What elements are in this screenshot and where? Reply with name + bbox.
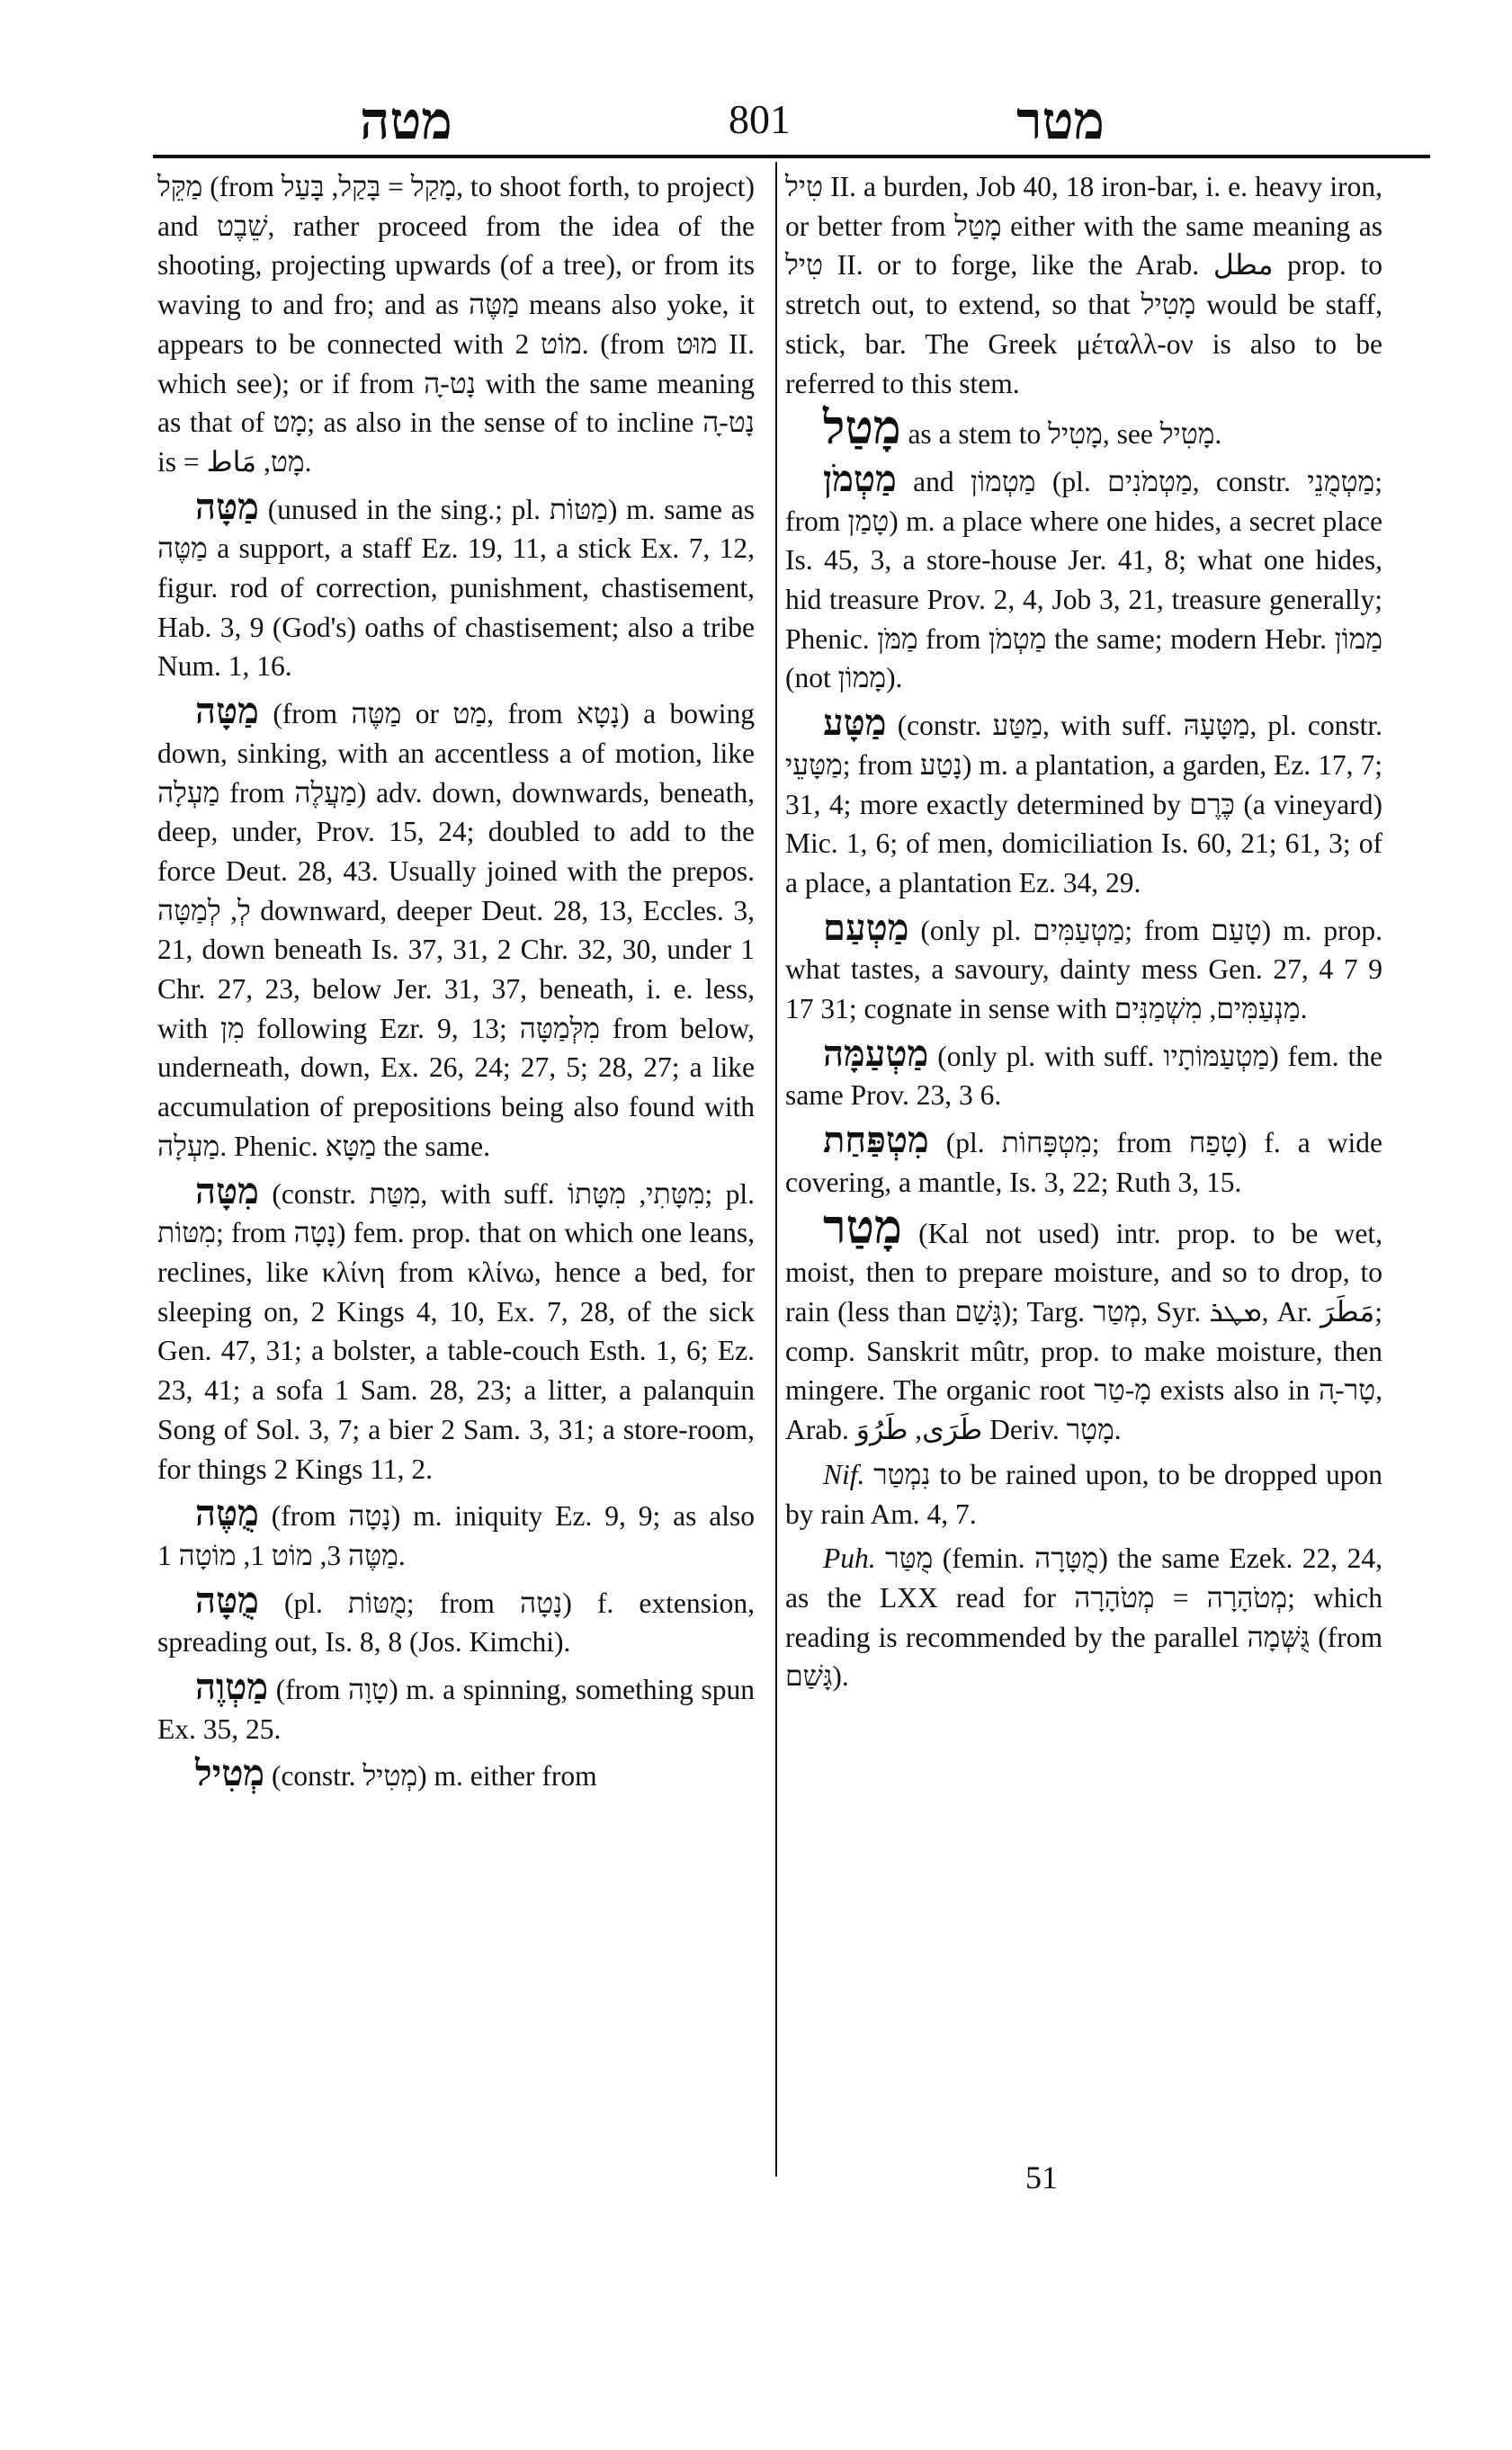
entry-text: טִיל II. a burden, Job 40, 18 iron-bar, i. e. heavy iron, or better from מָטַל either with the same meaning as טִיל II. or to forge, like the Arab. مطل prop. to stretch out, to extend, so that מָטִיל would be staff, stick, bar. The Greek μέταλλ-ον is also to be referred to this stem.	[785, 171, 1383, 399]
header-right-headword: מטר	[1016, 90, 1105, 151]
dictionary-entry	[157, 167, 755, 482]
entry-text: (Kal not used) intr. prop. to be wet, moist, then to prepare moisture, and so to drop, to rain (less than גָּשַׁם); Targ. מְטַר, Syr. ܡܛܪ, Ar. مَطَرَ; comp. Sanskrit mûtr, prop. to make moisture, then mingere. The organic root מָ-טַר exists also in טָר-ָה, Arab. طَرَى, طَرُوَ Deriv. מָטָר.	[785, 1217, 1383, 1446]
entry-text: (from נָטָה) m. iniquity Ez. 9, 9; as also מַטֶּה 3, מוֹט 1, מוֹטָה 1.	[157, 1500, 755, 1571]
header-rule	[153, 155, 1430, 158]
dictionary-entry	[785, 1121, 1382, 1202]
right-column	[785, 167, 1382, 1702]
dictionary-entry	[157, 1754, 755, 1796]
dictionary-entry	[785, 400, 1382, 456]
entry-text: (constr. מִטַּת, with suff. מִטָּתִי, מִטָּתוֹ; pl. מִטּוֹת; from נָטָה) fem. prop. that on which one leans, reclines, like κλίνη from κλίνω, hence a bed, for sleeping on, 2 Kings 4, 10, Ex. 7, 28, of the sick Gen. 47, 31; a bolster, a table-couch Esth. 1, 6; Ez. 23, 41; a sofa 1 Sam. 28, 23; a litter, a palanquin Song of Sol. 3, 7; a bier 2 Sam. 3, 31; a store-room, for things 2 Kings 11, 2.	[157, 1177, 756, 1485]
entry-text: (unused in the sing.; pl. מַטּוֹת) m. same as מַטֶּה a support, a staff Ez. 19, 11, a stick Ex. 7, 12, figur. rod of correction, punishment, chastisement, Hab. 3, 9 (God's) oaths of chastisement; also a tribe Num. 1, 16.	[157, 493, 755, 683]
entry-headword: מַטָּה	[195, 690, 259, 733]
folio-number: 51	[1025, 2159, 1058, 2195]
dictionary-entry	[785, 457, 1383, 698]
entry-headword: מַטָּה	[195, 485, 259, 528]
dictionary-entry	[785, 703, 1382, 903]
dictionary-entry	[157, 1494, 755, 1575]
entry-text: מֻטַּר (femin. מֻטָּרָה) the same Ezek. 22, 24, as the LXX read for מְטֹהָרָה = מְטֹהָרָה; which reading is recommended by the parallel גֻּשְּׁמָה (from גָּשַׁם).	[785, 1542, 1383, 1693]
entry-headword: מַטְעַמָּה	[823, 1032, 929, 1075]
entry-text: (pl. מֻטּוֹת; from נָטָה) f. extension, spreading out, Is. 8, 8 (Jos. Kimchi).	[157, 1587, 755, 1659]
entry-text: (constr. מְטִיל) m. either from	[271, 1760, 597, 1793]
entry-headword: מֻטָּה	[195, 1578, 259, 1622]
entry-headword: מָטַל	[823, 400, 901, 456]
entry-headword: מַטְוֶה	[195, 1666, 269, 1709]
entry-text: (from מַטֶּה or מַט, from נָטָא) a bowing down, sinking, with an accentless a of motion, like מַעְלָה from מַעֲלֶה) adv. down, downwards, beneath, deep, under, Prov. 15, 24; doubled to add to the force Deut. 28, 43. Usually joined with the prepos. לְ, לְמַטָּה downward, deeper Deut. 28, 13, Eccles. 3, 21, down beneath Is. 37, 31, 2 Chr. 32, 30, under 1 Chr. 27, 23, below Jer. 31, 37, beneath, i. e. less, with מִן following Ezr. 9, 13; מִלְּמַטָּה from below, underneath, down, Ex. 26, 24; 27, 5; 28, 27; a like accumulation of prepositions being also found with מַעְלָה. Phenic. מַטָּא the same.	[157, 698, 755, 1162]
entry-headword: מַטְמֹן	[823, 457, 897, 500]
dictionary-entry	[785, 1034, 1382, 1115]
dictionary-entry	[157, 1578, 755, 1662]
dictionary-entry	[785, 167, 1382, 403]
dictionary-entry	[157, 487, 755, 687]
dictionary-entry	[785, 1539, 1382, 1696]
entry-text: נִמְטַר to be rained upon, to be dropped upon by rain Am. 4, 7.	[785, 1458, 1383, 1530]
header-left-headword: מטה	[360, 90, 452, 151]
stem-label: Nif.	[823, 1458, 865, 1490]
entry-text: (only pl. מַטְעַמִּים; from טָעַם) m. prop. what tastes, a savoury, dainty mess Gen. 27, 4 7 9 17 31; cognate in sense with מַנְעַמִּים, מִשְׁמַנִּים.	[785, 914, 1383, 1025]
dictionary-entry	[785, 908, 1382, 1029]
running-header	[153, 90, 1430, 162]
dictionary-entry	[785, 1455, 1382, 1533]
entry-headword: מֻטֶּה	[195, 1492, 259, 1535]
page-number: 801	[729, 96, 791, 142]
dictionary-entry	[785, 1199, 1383, 1450]
entry-text: (pl. מִטְפָּחוֹת; from טָפַח) f. a wide covering, a mantle, Is. 3, 22; Ruth 3, 15.	[785, 1127, 1383, 1198]
entry-headword: מְטִיל	[195, 1752, 265, 1795]
entry-text: (from טָוָה) m. a spinning, something spun Ex. 35, 25.	[157, 1674, 755, 1745]
stem-label: Puh.	[823, 1542, 876, 1575]
entry-text: (only pl. with suff. מַטְעַמּוֹתָיו) fem. the same Prov. 23, 3 6.	[785, 1040, 1382, 1112]
left-column	[157, 167, 755, 1802]
entry-headword: מַטָּע	[823, 702, 887, 745]
entry-headword: מַטְעַם	[823, 906, 909, 949]
dictionary-entry	[157, 692, 755, 1166]
entry-text: as a stem to מָטִיל, see מָטִיל.	[908, 418, 1222, 451]
dictionary-entry	[157, 1169, 756, 1489]
entry-text: (constr. מַטַּע, with suff. מַטָּעָהּ, pl. constr. מַטָּעֵי; from נָטַע) m. a plantation, a garden, Ez. 17, 7; 31, 4; more exactly determined by כֶּרֶם (a vineyard) Mic. 1, 6; of men, domiciliation Is. 60, 21; 61, 3; of a place, a plantation Ez. 34, 29.	[785, 710, 1383, 899]
entry-text: and מַטְמוֹן (pl. מַטְמֹנִים, constr. מַטְמֻנֵי; from טָמַן) m. a place where one hides, a secret place Is. 45, 3, a store-house Jer. 41, 8; what one hides, hid treasure Prov. 2, 4, Job 3, 21, treasure generally; Phenic. מַמֹּן from מַטְמֹן the same; modern Hebr. מַמוֹן (not מָמוֹן).	[785, 465, 1383, 694]
dictionary-entry	[157, 1668, 755, 1748]
entry-headword: מִטָּה	[195, 1169, 259, 1212]
entry-text: מַקֵּל (from מָקַל = בָּקַל, בָּעַל, to shoot forth, to project) and שֵׁבֶט, rather proceed from the idea of the shooting, projecting upwards (of a tree), or from its waving to and fro; and as מַטֶּה means also yoke, it appears to be connected with מוֹט 2. (from מוּט II. which see); or if from נָט-ָה with the same meaning as that of מָט; as also in the sense of to incline נָט-ָה is = מָט, مَاط.	[157, 171, 756, 478]
entry-headword: מָטַר	[823, 1199, 902, 1255]
entry-headword: מִטְפַּחַת	[823, 1119, 929, 1162]
column-divider	[775, 162, 777, 2177]
